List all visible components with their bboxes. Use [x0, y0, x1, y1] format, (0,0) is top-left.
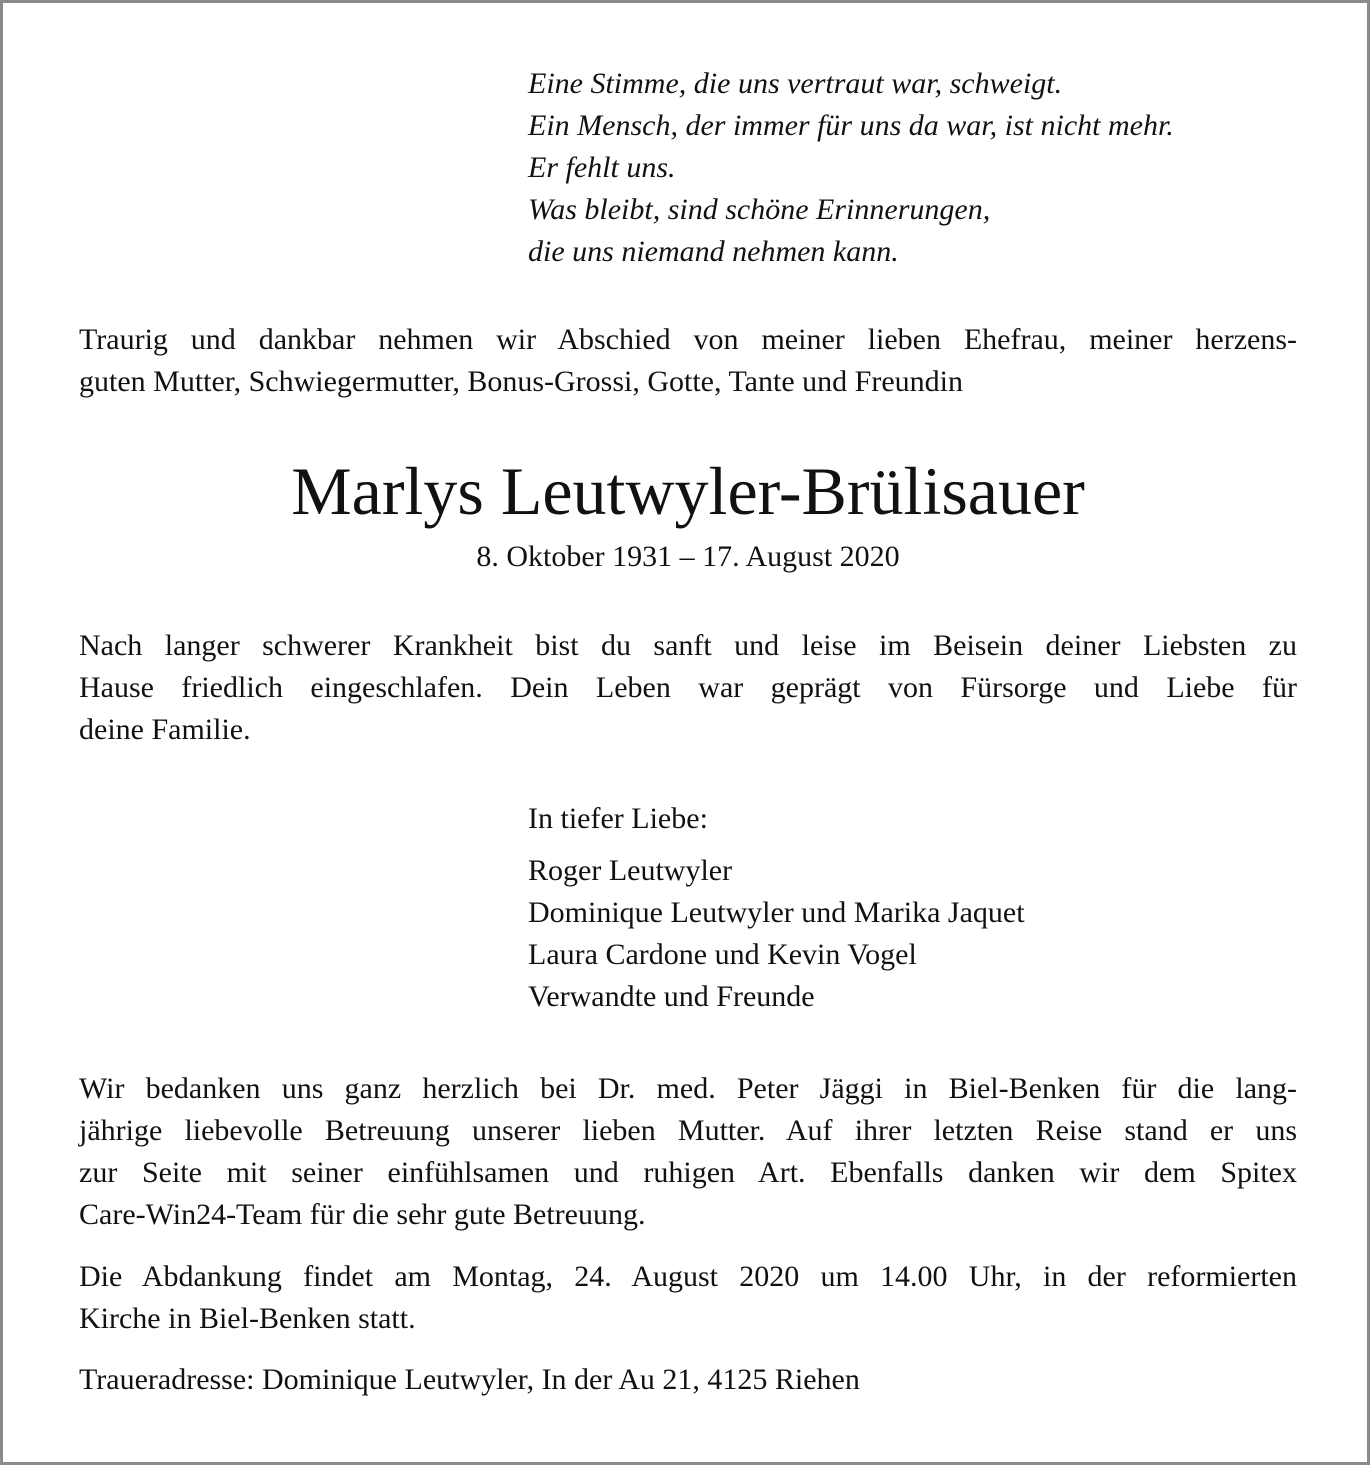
life-dates: 8. Oktober 1931 – 17. August 2020: [476, 540, 900, 573]
message-line: deine Familie.: [79, 713, 251, 746]
thanks-line: Wir bedanken uns ganz herzlich bei Dr. med. Peter Jäggi in Biel-Benken für die lang-: [79, 1072, 1297, 1105]
poem-line: Eine Stimme, die uns vertraut war, schweigt.: [528, 67, 1063, 100]
poem-line: Was bleibt, sind schöne Erinnerungen,: [528, 193, 991, 226]
mourner-name: Verwandte und Freunde: [528, 980, 815, 1013]
message-line: Hause friedlich eingeschlafen. Dein Leben war geprägt von Fürsorge und Liebe für: [79, 671, 1297, 704]
poem: [528, 63, 1174, 273]
thanks-paragraph: [79, 1068, 1297, 1236]
deceased-name: Marlys Leutwyler-Brülisauer: [291, 453, 1085, 529]
service-line: Die Abdankung findet am Montag, 24. August 2020 um 14.00 Uhr, in der reformierten: [79, 1260, 1297, 1293]
message-line: Nach langer schwerer Krankheit bist du sanft und leise im Beisein deiner Liebsten zu: [79, 629, 1297, 662]
address-line: Traueradresse: Dominique Leutwyler, In der Au 21, 4125 Riehen: [79, 1363, 860, 1396]
thanks-line: jährige liebevolle Betreuung unserer lieben Mutter. Auf ihrer letzten Reise stand er uns: [79, 1114, 1297, 1147]
intro-paragraph: [79, 319, 1297, 403]
poem-line: Ein Mensch, der immer für uns da war, ist nicht mehr.: [528, 109, 1174, 142]
service-paragraph: [79, 1256, 1297, 1340]
mourners-heading: In tiefer Liebe:: [528, 802, 708, 835]
mourners-list: [528, 798, 1025, 1018]
mourner-name: Dominique Leutwyler und Marika Jaquet: [528, 896, 1025, 929]
thanks-line: zur Seite mit seiner einfühlsamen und ruhigen Art. Ebenfalls danken wir dem Spitex: [79, 1156, 1297, 1189]
intro-line: guten Mutter, Schwiegermutter, Bonus-Grossi, Gotte, Tante und Freundin: [79, 365, 963, 398]
message-paragraph: [79, 625, 1297, 751]
poem-line: die uns niemand nehmen kann.: [528, 235, 899, 268]
intro-line: Traurig und dankbar nehmen wir Abschied von meiner lieben Ehefrau, meiner herzens-: [79, 323, 1297, 356]
thanks-line: Care-Win24-Team für die sehr gute Betreuung.: [79, 1198, 646, 1231]
service-line: Kirche in Biel-Benken statt.: [79, 1302, 416, 1335]
mourning-address: [79, 1359, 1297, 1401]
mourner-name: Laura Cardone und Kevin Vogel: [528, 938, 917, 971]
poem-line: Er fehlt uns.: [528, 151, 676, 184]
mourner-name: Roger Leutwyler: [528, 854, 733, 887]
